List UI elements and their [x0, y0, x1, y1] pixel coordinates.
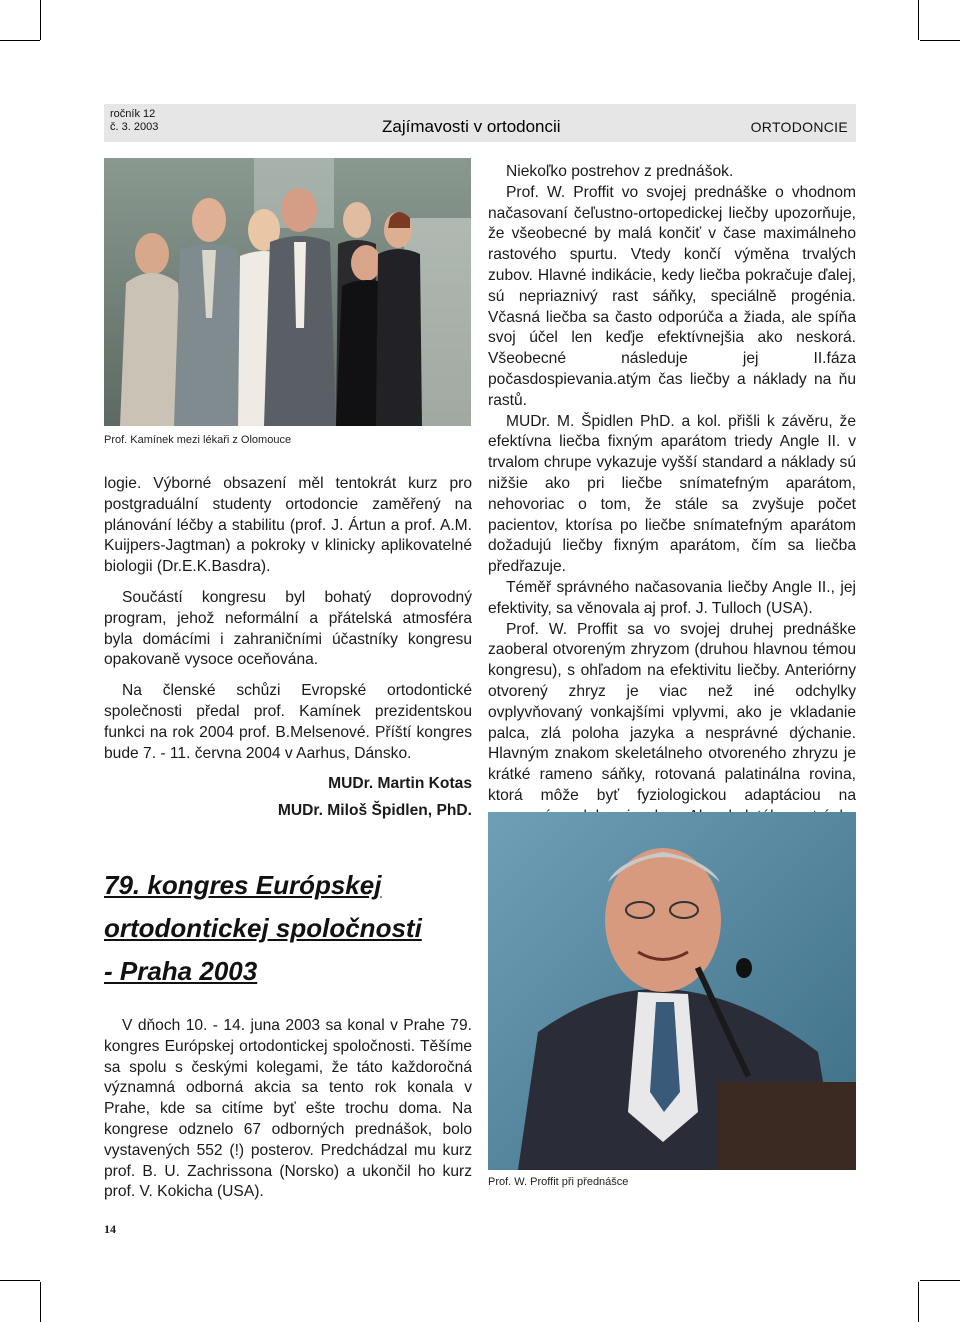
paragraph: Součástí kongresu byl bohatý doprovodný program, jehož neformální a přátelská atmosféra byla domácími i zahraničními účastníky kongresu opakovaně vysoce oceňována. [104, 588, 472, 669]
crop-mark [0, 40, 40, 41]
paragraph: logie. Výborné obsazení měl tentokrát kurz pro postgraduální studenty ortodoncie zaměřený na plánování léčby a stabilitu (prof. J. Ártun a prof. A.M. Kuijpers-Jagtman) a pokroky v klinicky aplikovatelné biologii (Dr.E.K.Basdra). [104, 475, 472, 576]
speaker-photo-image [488, 812, 856, 1170]
crop-mark [918, 0, 919, 40]
journal-title: Zajímavosti v ortodoncii [382, 117, 561, 136]
right-column-text [488, 162, 856, 848]
signature: MUDr. Miloš Špidlen, PhD. [277, 802, 472, 820]
paragraph: MUDr. M. Špidlen PhD. a kol. přišli k závěru, že efektívna liečba fixným aparátom triedy Angle II. v trvalom chrupe vykazuje vyšší standard a náklady sú nižšie ako pri liečbe snímatefným aparátom, nehovoriac o tom, že stále sa zvyšuje počet pacientov, ktorísa po liečbe snímatefným aparátom dožadujú liečby fixným aparátom, čím sa liečba předřazuje. [488, 412, 856, 576]
crop-mark [920, 1280, 960, 1281]
crop-mark [40, 0, 41, 40]
crop-mark [918, 1282, 919, 1322]
paragraph: Niekoľko postrehov z prednášok. [506, 163, 734, 180]
photo1-caption: Prof. Kamínek mezi lékaři z Olomouce [104, 434, 292, 446]
headline-line: ortodontickej spoločnosti [104, 913, 422, 943]
article-headline [104, 864, 474, 993]
section-name: ORTODONCIE [750, 119, 848, 135]
crop-mark [40, 1282, 41, 1322]
headline-line: 79. kongres Európskej [104, 870, 382, 900]
paragraph: Prof. W. Proffit sa vo svojej druhej prednáške zaoberal otvoreným zhryzom (druhou hlavnou témou kongresu), s ohľadom na efektivitu liečby. Anteriórny otvorený zhryz je viac než iné odchylky ovplyvňovaný vonkajšími vplyvmi, ako je vkladanie palca, zlá poloha jazyka a nesprávné dýchanie. Hlavným znakom skeletálneho otvoreného zhryzu je krátké rameno sáňky, rotovaná palatinálna rovina, ktorá môže byť fyziologickou adaptáciou na [488, 620, 856, 804]
crop-mark [0, 1280, 40, 1281]
crop-mark [920, 40, 960, 41]
group-photo [104, 158, 471, 426]
volume-label: ročník 12 [110, 108, 156, 120]
paragraph: Prof. W. Proffit vo svojej prednáške o vhodnom načasovaní čeľustno-ortopedickej liečby upozorňuje, že všeobecné by malá končiť v čase maximálneho rastového spurtu. Vtedy končí výměna trvalých zubov. Hlavné indikácie, kedy liečba pokračuje ďalej, sú nepriaznivý rast sáňky, speciálně progénia. Včasná liečba sa často odporúča a žiada, ale spíňa svoj účel len keďje efektívnejšia ako neskorá. Všeobecné následuje jej II.fáza počasdospievania.atým čas liečby a náklady na ňu rastů. [488, 183, 856, 409]
paragraph: V dňoch 10. - 14. juna 2003 sa konal v Prahe 79. kongres Európskej ortodontickej spoločnosti. Těšíme sa spolu s českými kolegami, že táto každoročná významná odborná akcia sa tento rok konala v Prahe, kde sa citíme byť ešte trochu doma. Na kongrese odznelo 67 odborných prednášok, bolo vystavených 552 (!) posterov. Predchádzal mu kurz prof. B. U. Zachrissona (Norsko) a ukončil ho kurz prof. V. Kokicha (USA). [104, 1017, 472, 1201]
page-header [104, 104, 856, 142]
issue-info [110, 108, 158, 134]
article-intro [104, 1016, 472, 1203]
group-photo-image [104, 158, 471, 426]
speaker-photo [488, 812, 856, 1170]
issue-label: č. 3. 2003 [110, 121, 159, 133]
paragraph: Téměř správného načasovania liečby Angle II., jej efektivity, sa věnovala aj prof. J. Tulloch (USA). [488, 578, 856, 617]
page-number: 14 [104, 1222, 116, 1236]
headline-line: - Praha 2003 [104, 956, 258, 986]
left-column-text [104, 474, 472, 822]
photo2-caption: Prof. W. Proffit při přednášce [488, 1176, 629, 1188]
signature: MUDr. Martin Kotas [328, 775, 472, 793]
paragraph: Na členské schůzi Evropské ortodontické společnosti předal prof. Kamínek prezidentskou funkci na rok 2004 prof. B.Melsenové. Příští kongres bude 7. - 11. června 2004 v Aarhus, Dánsko. [104, 682, 472, 762]
